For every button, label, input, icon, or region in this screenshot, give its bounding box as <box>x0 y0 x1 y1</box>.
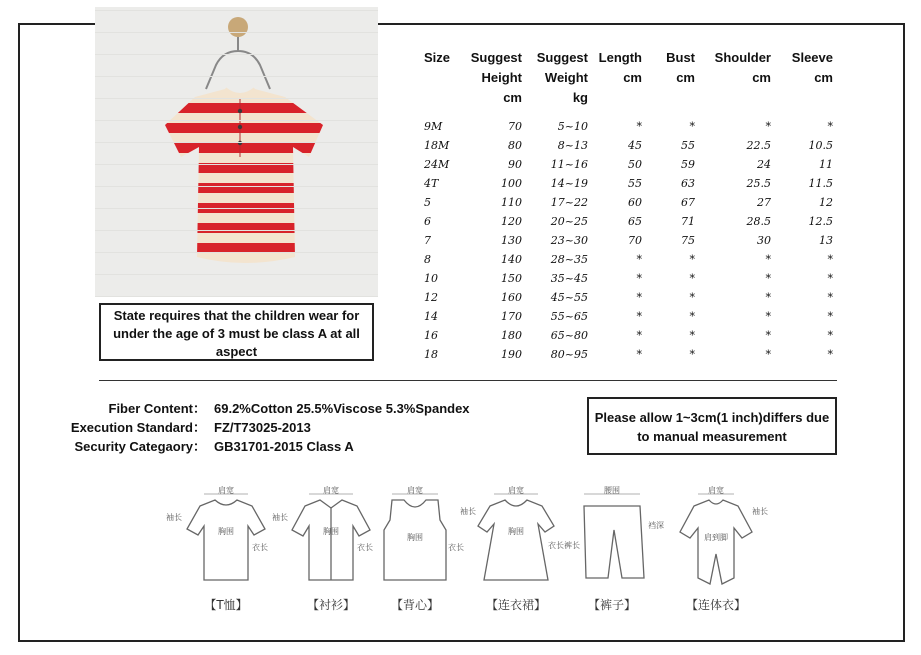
cell-size: 8 <box>424 253 431 266</box>
cell-size: 14 <box>424 310 438 323</box>
garment-measurement-diagrams <box>160 484 780 594</box>
size-row <box>424 117 833 136</box>
cell-shoulder: * <box>765 329 771 342</box>
cell-sleeve: 11.5 <box>808 177 833 190</box>
cell-size: 6 <box>424 215 431 228</box>
cell-height: 160 <box>501 291 522 304</box>
size-chart-header-row <box>424 48 833 108</box>
dress-tag-right: 衣长 <box>548 541 564 550</box>
header-shoulder: Shoulder cm <box>714 50 771 85</box>
tshirt-tag-left: 袖长 <box>166 513 182 522</box>
cell-length: 60 <box>628 196 642 209</box>
tshirt-tag-mid: 胸围 <box>218 527 234 536</box>
cell-shoulder: 27 <box>757 196 771 209</box>
measurement-note: Please allow 1~3cm(1 inch)differs due to manual measurement <box>587 397 837 455</box>
tshirt-diagram <box>187 500 265 580</box>
cell-weight: 14~19 <box>550 177 588 190</box>
cell-bust: 59 <box>681 158 695 171</box>
cell-size: 4T <box>424 177 439 190</box>
pants-tag-left: 裤长 <box>564 541 580 550</box>
tshirt-tag-top: 肩宽 <box>218 486 234 495</box>
cell-sleeve: * <box>827 272 833 285</box>
shirt-tag-mid: 胸围 <box>323 527 339 536</box>
cell-length: * <box>636 348 642 361</box>
cell-bust: * <box>689 348 695 361</box>
cell-shoulder: * <box>765 253 771 266</box>
size-chart-body <box>424 117 833 364</box>
spec-security-category <box>66 437 470 456</box>
cell-weight: 55~65 <box>550 310 588 323</box>
spec-execution-standard <box>66 418 470 437</box>
cell-shoulder: 30 <box>757 234 771 247</box>
cell-weight: 80~95 <box>550 348 588 361</box>
size-row <box>424 136 833 155</box>
size-row <box>424 250 833 269</box>
size-row <box>424 231 833 250</box>
header-height: Suggest Height cm <box>470 50 522 105</box>
size-row <box>424 193 833 212</box>
cell-size: 16 <box>424 329 438 342</box>
cell-sleeve: * <box>827 310 833 323</box>
spec-label: Execution Standard： <box>70 420 206 435</box>
cell-length: 65 <box>628 215 642 228</box>
cell-sleeve: * <box>827 348 833 361</box>
spec-value: FZ/T73025-2013 <box>214 420 311 435</box>
cell-bust: * <box>689 310 695 323</box>
cell-length: * <box>636 291 642 304</box>
pants-tag-right: 裆深 <box>648 521 664 530</box>
cell-size: 24M <box>424 158 450 171</box>
cell-size: 7 <box>424 234 431 247</box>
cell-bust: 55 <box>681 139 695 152</box>
cell-bust: * <box>689 291 695 304</box>
cell-height: 90 <box>508 158 522 171</box>
label-shirt: 【衬衫】 <box>306 598 355 612</box>
cell-sleeve: 12.5 <box>808 215 833 228</box>
romper-tag-right: 袖长 <box>752 507 768 516</box>
size-row <box>424 345 833 364</box>
product-photo <box>95 7 378 297</box>
size-chart-table <box>424 48 833 364</box>
cell-sleeve: * <box>827 291 833 304</box>
header-sleeve: Sleeve cm <box>791 50 833 85</box>
cell-shoulder: 28.5 <box>746 215 771 228</box>
label-vest: 【背心】 <box>390 598 439 612</box>
cell-length: * <box>636 120 642 133</box>
romper-diagram <box>680 500 752 584</box>
spec-fiber-content <box>66 399 470 418</box>
cell-length: 55 <box>628 177 642 190</box>
cell-bust: 71 <box>681 215 695 228</box>
header-weight: Suggest Weight kg <box>536 50 588 105</box>
shirt-tag-left: 袖长 <box>272 513 288 522</box>
vest-tag-top: 肩宽 <box>407 486 423 495</box>
section-divider <box>99 380 837 381</box>
cell-weight: 8~13 <box>557 139 588 152</box>
cell-bust: * <box>689 253 695 266</box>
size-row <box>424 269 833 288</box>
cell-length: 70 <box>628 234 642 247</box>
cell-sleeve: * <box>827 120 833 133</box>
cell-weight: 65~80 <box>550 329 588 342</box>
size-row <box>424 212 833 231</box>
cell-size: 9M <box>424 120 443 133</box>
spec-value: GB31701-2015 Class A <box>214 439 354 454</box>
cell-length: 45 <box>628 139 642 152</box>
cell-bust: * <box>689 272 695 285</box>
vest-tag-mid: 胸围 <box>407 533 423 542</box>
cell-bust: * <box>689 120 695 133</box>
cell-weight: 23~30 <box>550 234 588 247</box>
shirt-tag-top: 肩宽 <box>323 486 339 495</box>
cell-height: 180 <box>501 329 522 342</box>
cell-sleeve: 12 <box>819 196 833 209</box>
cell-weight: 5~10 <box>557 120 588 133</box>
cell-size: 10 <box>424 272 438 285</box>
cell-height: 80 <box>508 139 522 152</box>
size-row <box>424 307 833 326</box>
cell-shoulder: * <box>765 272 771 285</box>
cell-sleeve: 13 <box>819 234 833 247</box>
cell-shoulder: * <box>765 310 771 323</box>
label-dress: 【连衣裙】 <box>485 598 546 612</box>
label-pants: 【裤子】 <box>587 598 636 612</box>
cell-bust: 75 <box>681 234 695 247</box>
cell-weight: 28~35 <box>550 253 588 266</box>
cell-size: 12 <box>424 291 438 304</box>
romper-tag-mid: 肩到脚 <box>704 533 728 542</box>
vest-tag-right: 衣长 <box>448 543 464 552</box>
cell-bust: 63 <box>681 177 695 190</box>
cell-bust: 67 <box>681 196 695 209</box>
cell-height: 110 <box>501 196 522 209</box>
cell-sleeve: 10.5 <box>808 139 833 152</box>
class-a-notice: State requires that the children wear for under the age of 3 must be class A at all aspect <box>99 303 374 361</box>
header-bust: Bust cm <box>666 50 695 85</box>
dress-tag-top: 肩宽 <box>508 486 524 495</box>
cell-size: 18 <box>424 348 438 361</box>
cell-size: 5 <box>424 196 431 209</box>
cell-sleeve: 11 <box>819 158 833 171</box>
cell-weight: 35~45 <box>550 272 588 285</box>
cell-weight: 11~16 <box>550 158 588 171</box>
cell-shoulder: 22.5 <box>746 139 771 152</box>
cell-height: 140 <box>501 253 522 266</box>
cell-height: 100 <box>501 177 522 190</box>
cell-height: 150 <box>501 272 522 285</box>
cell-length: * <box>636 272 642 285</box>
shirt-tag-right: 衣长 <box>357 543 373 552</box>
cell-shoulder: 25.5 <box>746 177 771 190</box>
label-romper: 【连体衣】 <box>685 598 746 612</box>
cell-length: * <box>636 253 642 266</box>
cell-sleeve: * <box>827 253 833 266</box>
cell-weight: 20~25 <box>550 215 588 228</box>
dress-diagram <box>478 500 554 580</box>
cell-weight: 17~22 <box>550 196 588 209</box>
cell-shoulder: * <box>765 120 771 133</box>
cell-height: 70 <box>508 120 522 133</box>
pants-diagram <box>584 506 644 578</box>
spec-label: Fiber Content： <box>108 401 206 416</box>
cell-shoulder: * <box>765 348 771 361</box>
tshirt-tag-right: 衣长 <box>252 543 268 552</box>
cell-sleeve: * <box>827 329 833 342</box>
spec-value: 69.2%Cotton 25.5%Viscose 5.3%Spandex <box>214 401 470 416</box>
cell-shoulder: * <box>765 291 771 304</box>
cell-length: * <box>636 329 642 342</box>
label-tshirt: 【T恤】 <box>204 598 248 612</box>
cell-height: 120 <box>501 215 522 228</box>
cell-shoulder: 24 <box>757 158 771 171</box>
cell-length: 50 <box>628 158 642 171</box>
size-row <box>424 288 833 307</box>
cell-height: 190 <box>501 348 522 361</box>
spec-label: Security Categaory： <box>74 439 206 454</box>
romper-tag-top: 肩宽 <box>708 486 724 495</box>
cell-height: 170 <box>501 310 522 323</box>
header-length: Length cm <box>598 50 642 85</box>
cell-length: * <box>636 310 642 323</box>
cell-weight: 45~55 <box>550 291 588 304</box>
dress-tag-mid: 胸围 <box>508 527 524 536</box>
size-row <box>424 155 833 174</box>
cell-size: 18M <box>424 139 450 152</box>
size-row <box>424 174 833 193</box>
dress-tag-left: 袖长 <box>460 507 476 516</box>
cell-height: 130 <box>501 234 522 247</box>
size-row <box>424 326 833 345</box>
header-size: Size <box>424 50 451 65</box>
product-specs <box>66 399 470 456</box>
cell-bust: * <box>689 329 695 342</box>
pants-tag-top: 腰围 <box>604 486 620 495</box>
